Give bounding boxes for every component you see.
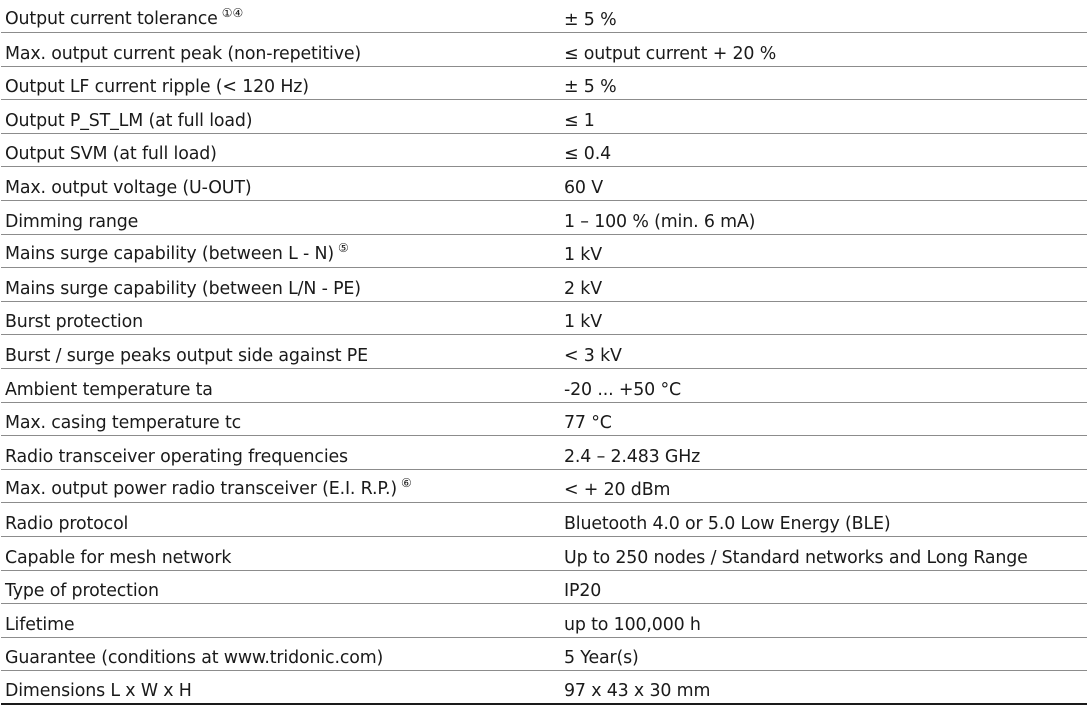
parameter-cell (5, 6, 244, 30)
parameter-cell: Radio protocol (5, 513, 129, 534)
parameter-label: Max. output power radio transceiver (E.I. R.P.) (5, 479, 398, 500)
parameter-cell: Capable for mesh network (5, 547, 232, 568)
parameter-cell: Radio transceiver operating frequencies (5, 446, 348, 467)
table-row (1, 134, 1087, 168)
table-row (1, 604, 1087, 638)
table-row (1, 369, 1087, 403)
parameter-cell: Mains surge capability (between L/N - PE) (5, 278, 361, 299)
value-cell: -20 ... +50 °C (564, 379, 682, 400)
table-row (1, 302, 1087, 336)
parameter-cell: Ambient temperature ta (5, 379, 213, 400)
value-cell: 1 kV (564, 245, 602, 266)
table-row (1, 167, 1087, 201)
value-cell: 1 kV (564, 312, 602, 333)
value-cell: < 3 kV (564, 345, 622, 366)
footnote-marker: ①④ (221, 6, 244, 20)
table-row (1, 503, 1087, 537)
table-row (1, 571, 1087, 605)
value-cell: 2 kV (564, 278, 602, 299)
value-cell: ± 5 % (564, 10, 617, 30)
table-row (1, 403, 1087, 437)
parameter-label: Output current tolerance (5, 9, 218, 29)
table-row (1, 33, 1087, 67)
parameter-cell: Burst protection (5, 312, 143, 333)
table-row (1, 100, 1087, 134)
table-row (1, 0, 1087, 33)
table-row (1, 67, 1087, 101)
table-row (1, 268, 1087, 302)
value-cell: Up to 250 nodes / Standard networks and Long Range (564, 547, 1028, 568)
value-cell: 77 °C (564, 413, 612, 434)
parameter-cell: Burst / surge peaks output side against PE (5, 345, 368, 366)
parameter-cell: Output P_ST_LM (at full load) (5, 110, 253, 131)
parameter-cell: Max. output current peak (non-repetitive) (5, 43, 362, 64)
value-cell: Bluetooth 4.0 or 5.0 Low Energy (BLE) (564, 513, 891, 534)
parameter-cell: Type of protection (5, 581, 159, 602)
footnote-marker: ⑤ (338, 241, 349, 256)
table-row (1, 235, 1087, 269)
table-row (1, 537, 1087, 571)
parameter-cell: Max. casing temperature tc (5, 413, 242, 434)
value-cell: ≤ 1 (564, 110, 595, 131)
value-cell: ≤ 0.4 (564, 144, 612, 165)
table-row (1, 638, 1087, 672)
value-cell: ± 5 % (564, 77, 617, 98)
spec-table (1, 0, 1087, 705)
parameter-cell: Output SVM (at full load) (5, 144, 217, 165)
value-cell: IP20 (564, 581, 602, 602)
value-cell: 2.4 – 2.483 GHz (564, 446, 701, 467)
value-cell: up to 100,000 h (564, 614, 701, 635)
parameter-cell: Dimming range (5, 211, 139, 232)
value-cell: < + 20 dBm (564, 480, 671, 501)
parameter-cell: Output LF current ripple (< 120 Hz) (5, 77, 309, 98)
value-cell: ≤ output current + 20 % (564, 43, 777, 64)
value-cell: 1 – 100 % (min. 6 mA) (564, 211, 756, 232)
value-cell: 60 V (564, 177, 603, 198)
table-row (1, 201, 1087, 235)
table-row (1, 436, 1087, 470)
parameter-label: Mains surge capability (between L - N) (5, 244, 335, 265)
table-row (1, 470, 1087, 504)
parameter-cell (5, 241, 349, 265)
table-row (1, 671, 1087, 705)
parameter-cell: Lifetime (5, 614, 75, 635)
parameter-cell: Max. output voltage (U-OUT) (5, 177, 252, 198)
table-row (1, 335, 1087, 369)
parameter-cell: Dimensions L x W x H (5, 680, 192, 701)
parameter-cell: Guarantee (conditions at www.tridonic.com) (5, 648, 384, 669)
value-cell: 5 Year(s) (564, 648, 639, 669)
parameter-cell (5, 476, 412, 500)
value-cell: 97 x 43 x 30 mm (564, 680, 711, 701)
footnote-marker: ⑥ (401, 476, 412, 491)
